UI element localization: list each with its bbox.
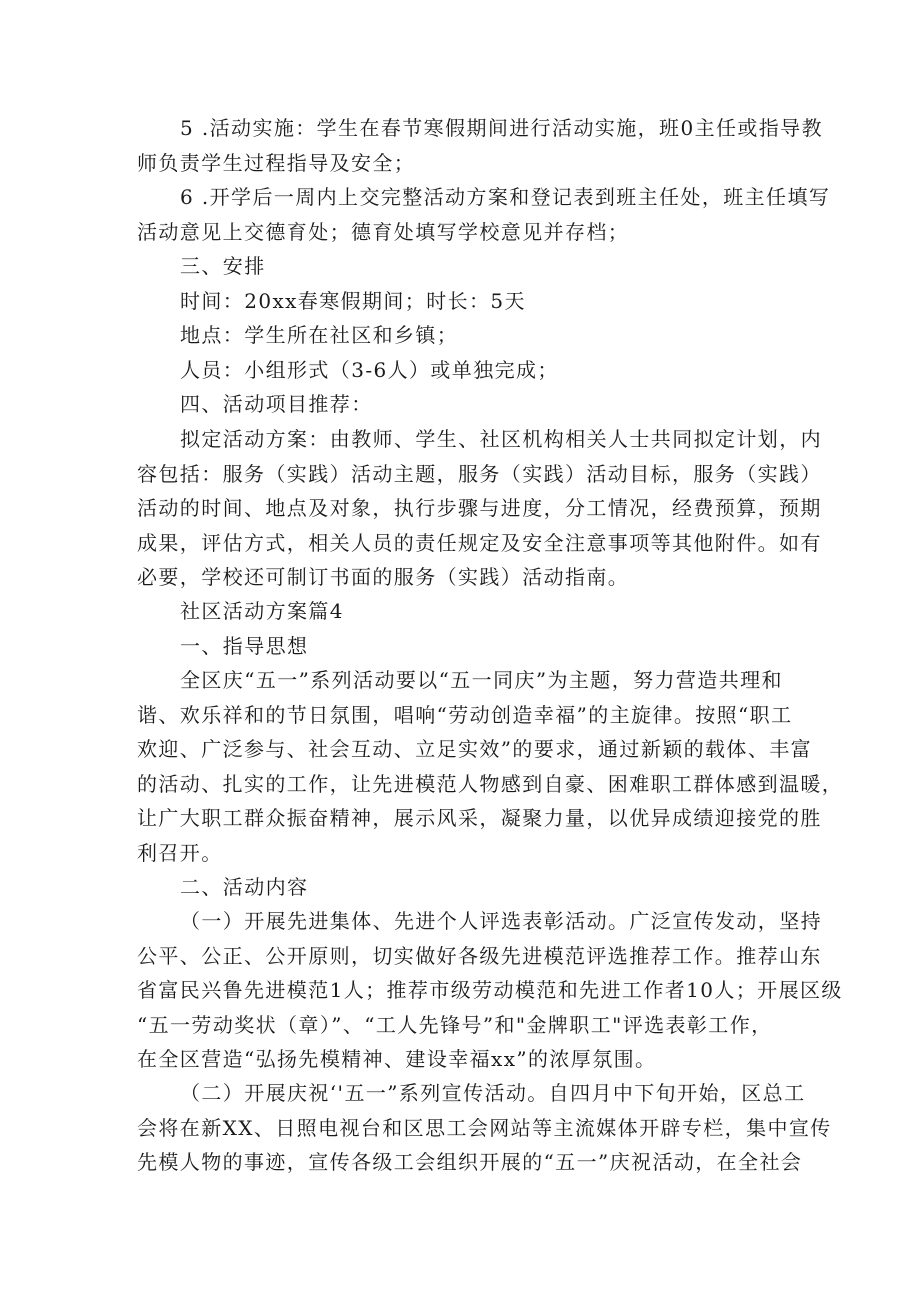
guide-paragraph [137, 663, 844, 870]
text-line: 必要，学校还可制订书面的服务（实践）活动指南。 [137, 565, 630, 589]
text-line: 的活动、扎实的工作，让先进模范人物感到自豪、困难职工群体感到温暖， [137, 771, 844, 796]
place-line: 地点：学生所在社区和乡镇； [180, 323, 459, 347]
content-paragraph-2 [137, 1076, 832, 1180]
text-line: 让广大职工群众振奋精神，展示风采，凝聚力量，以优异成绩迎接党的胜 [137, 806, 822, 830]
text-line: 容包括：服务（实践）活动主题，服务（实践）活动目标，服务（实践） [137, 461, 822, 486]
text-line: （二）开展庆祝‘'五一”系列宣传活动。自四月中下旬开始，区总工 [180, 1081, 806, 1105]
text-line: 先模人物的事迹，宣传各级工会组织开展的“五一”庆祝活动，在全社会 [137, 1150, 803, 1174]
time-line: 时间：20xx春寒假期间；时长：5天 [180, 289, 526, 313]
section-heading-recommendations: 四、活动项目推荐： [180, 392, 373, 416]
text-line: 会将在新XX、日照电视台和区思工会网站等主流媒体开辟专栏，集中宣传 [137, 1115, 832, 1140]
people-line: 人员：小组形式（3-6人）或单独完成； [180, 358, 559, 382]
paragraph-item-6 [137, 180, 831, 249]
text-line: 在全区营造“弘扬先模精神、建设幸福xx”的浓厚氛围。 [137, 1047, 657, 1071]
section-heading-activity-content: 二、活动内容 [180, 875, 309, 899]
text-line: 活动的时间、地点及对象，执行步骤与进度，分工情况，经费预算，预期 [137, 496, 822, 520]
text-line: “五一劳动奖状（章）”、“工人先锋号”和"金牌职工"评选表彰工作， [137, 1012, 773, 1037]
text-line: 利召开。 [137, 840, 223, 865]
text-line: （一）开展先进集体、先进个人评选表彰活动。广泛宣传发动，坚持 [180, 909, 822, 933]
text-line: 活动意见上交德育处；德育处填写学校意见并存档； [137, 219, 630, 244]
text-line: 6 .开学后一周内上交完整活动方案和登记表到班主任处，班主任填写 [180, 185, 831, 209]
text-line: 欢迎、广泛参与、社会互动、立足实效”的要求，通过新颖的载体、丰富 [137, 737, 813, 761]
text-line: 成果，评估方式，相关人员的责任规定及安全注意事项等其他附件。如有 [137, 530, 822, 555]
section-heading-guiding-thought: 一、指导思想 [180, 634, 309, 658]
text-line: 省富民兴鲁先进模范1人；推荐市级劳动模范和先进工作者10人；开展区级 [137, 978, 843, 1002]
plan-paragraph [137, 422, 822, 595]
text-line: 拟定活动方案：由教师、学生、社区机构相关人士共同拟定计划，内 [180, 427, 822, 451]
text-line: 全区庆“五一”系列活动要以“五一同庆”为主题，努力营造共理和 [180, 668, 783, 692]
article-title: 社区活动方案篇4 [180, 599, 344, 623]
text-line: 师负责学生过程指导及安全； [137, 150, 416, 175]
content-paragraph-1 [137, 904, 843, 1077]
section-heading-arrangement: 三、安排 [180, 254, 266, 278]
text-line: 5 .活动实施：学生在春节寒假期间进行活动实施，班0主任或指导教 [180, 116, 823, 140]
paragraph-item-5 [137, 111, 823, 180]
text-line: 公平、公正、公开原则，切实做好各级先进模范评选推荐工作。推荐山东 [137, 943, 822, 968]
text-line: 谐、欢乐祥和的节日氛围，唱响“劳动创造幸福”的主旋律。按照“职工 [137, 702, 793, 727]
